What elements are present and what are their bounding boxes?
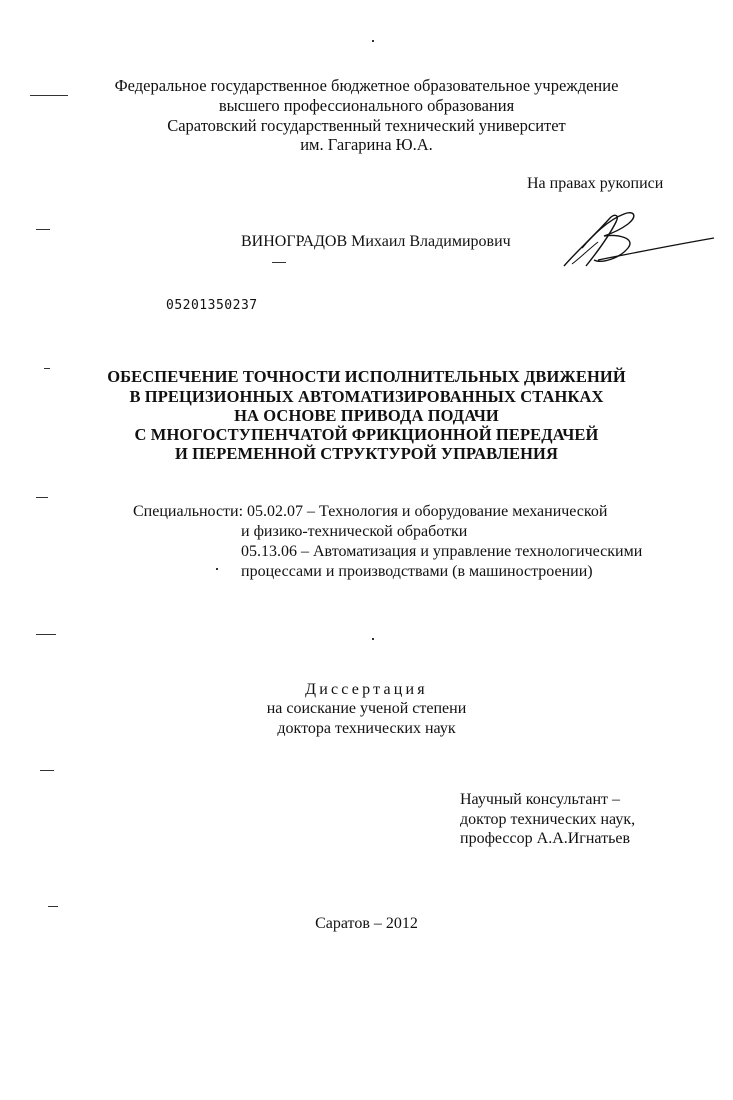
scan-artifact: [216, 568, 218, 570]
scan-artifact: [272, 262, 286, 263]
degree-line-1: на соискание ученой степени: [266, 700, 467, 717]
consultant-line-1: Научный консультант –: [460, 791, 620, 808]
institution-line-3: Саратовский государственный технический университет: [167, 116, 566, 135]
scan-artifact: [36, 634, 56, 635]
title-line-3: НА ОСНОВЕ ПРИВОДА ПОДАЧИ: [234, 406, 499, 425]
registration-number: 05201350237: [166, 298, 258, 313]
title-line-1: ОБЕСПЕЧЕНИЕ ТОЧНОСТИ ИСПОЛНИТЕЛЬНЫХ ДВИЖЕНИЙ: [107, 367, 626, 386]
manuscript-rights-note: На правах рукописи: [527, 175, 664, 192]
degree-line-2: доктора технических наук: [277, 720, 456, 737]
title-line-4: С МНОГОСТУПЕНЧАТОЙ ФРИКЦИОННОЙ ПЕРЕДАЧЕЙ: [134, 425, 599, 444]
consultant-line-2: доктор технических наук,: [460, 811, 636, 828]
institution-line-4: им. Гагарина Ю.А.: [300, 135, 433, 154]
scan-artifact: [372, 40, 374, 42]
scan-artifact: [36, 229, 50, 230]
title-line-2: В ПРЕЦИЗИОННЫХ АВТОМАТИЗИРОВАННЫХ СТАНКАХ: [129, 387, 604, 406]
institution-line-2: высшего профессионального образования: [218, 96, 515, 115]
scan-artifact: [372, 638, 374, 640]
scan-artifact: [36, 497, 48, 498]
scan-artifact: [40, 770, 54, 771]
city-year: Саратов – 2012: [315, 915, 418, 932]
dissertation-heading: Диссертация: [305, 681, 428, 698]
title-line-5: И ПЕРЕМЕННОЙ СТРУКТУРОЙ УПРАВЛЕНИЯ: [175, 444, 558, 463]
signature-image: [558, 208, 718, 270]
consultant-line-3: профессор А.А.Игнатьев: [460, 830, 631, 847]
scan-artifact: [48, 906, 58, 907]
specialty-line-2: и физико-технической обработки: [241, 523, 468, 540]
specialty-line-4: процессами и производствами (в машиностроении): [241, 563, 593, 580]
specialty-line-1: Специальности: 05.02.07 – Технология и оборудование механической: [133, 503, 608, 520]
institution-line-1: Федеральное государственное бюджетное образовательное учреждение: [114, 76, 619, 95]
specialty-line-3: 05.13.06 – Автоматизация и управление технологическими: [241, 543, 643, 560]
author-name: ВИНОГРАДОВ Михаил Владимирович: [241, 233, 511, 250]
